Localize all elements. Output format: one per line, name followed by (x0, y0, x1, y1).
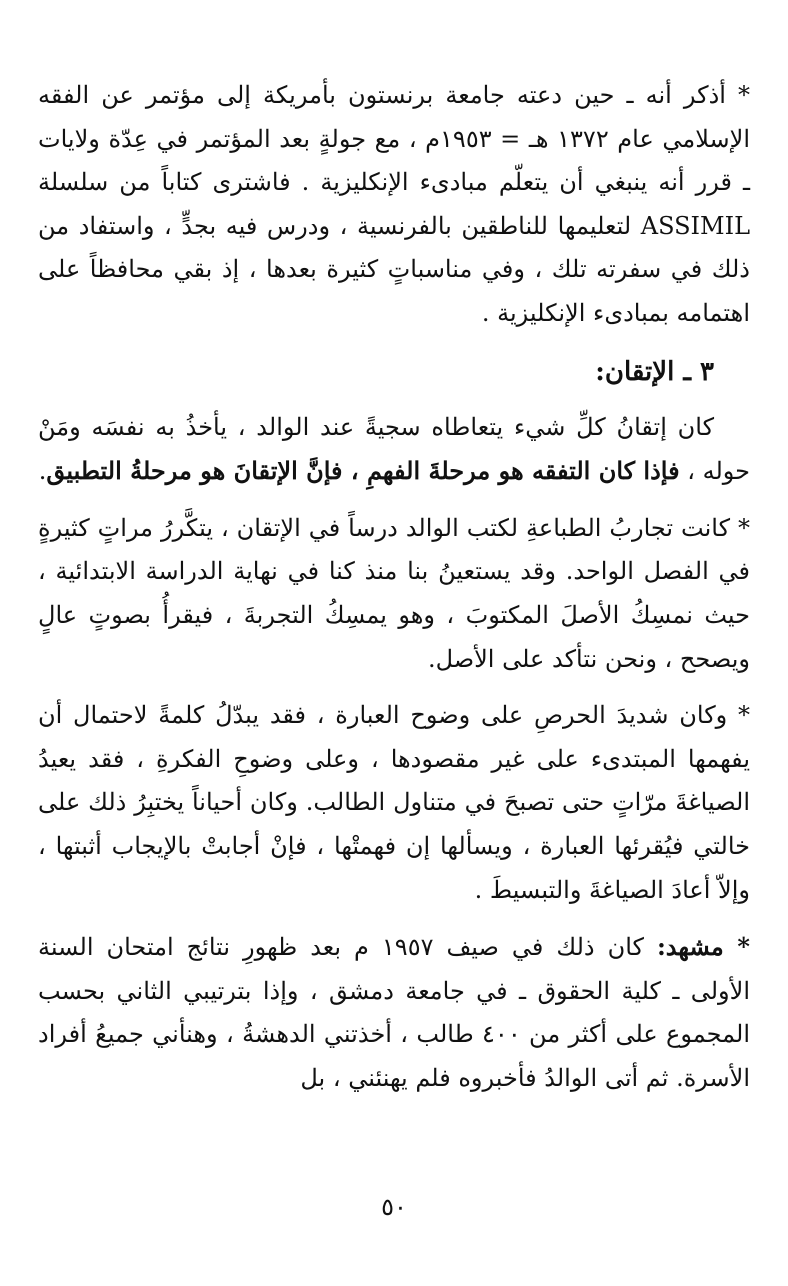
paragraph-itqan-intro-bold: فإذا كان التفقه هو مرحلةَ الفهمِ ، فإنَّ الإتقانَ هو مرحلةُ التطبيق (46, 456, 680, 486)
paragraph-english-study: * أذكر أنه ـ حين دعته جامعة برنستون بأمريكة إلى مؤتمر عن الفقه الإسلامي عام ١٣٧٢ هـ = ١٩٥٣م ، مع جولةٍ بعد المؤتمر في عِدّة ولايات ـ قرر أنه ينبغي أن يتعلّم مبادىء الإنكليزية . فاشترى كتاباً من سلسلة ASSIMIL لتعليمها للناطقين بالفرنسية ، ودرس فيه بجدٍّ ، واستفاد من ذلك في سفرته تلك ، وفي مناسباتٍ كثيرة بعدها ، إذ بقي محافظاً على اهتمامه بمبادىء الإنكليزية . (38, 81, 750, 327)
paragraph-scene (38, 925, 750, 1100)
paragraph-printing-trials: * كانت تجاربُ الطباعةِ لكتب الوالد درساً في الإتقان ، يتكَّررُ مراتٍ كثيرةٍ في الفصل الواحد. وقد يستعينُ بنا منذ كنا في نهاية الدراسة الابتدائية ، حيث نمسِكُ الأصلَ المكتوبَ ، وهو يمسِكُ التجربةَ ، فيقرأُ بصوتٍ عالٍ ويصحح ، ونحن نتأكد على الأصل. (38, 513, 750, 673)
paragraph-scene-label: * مشهد: (656, 932, 750, 962)
paragraph-clarity: * وكان شديدَ الحرصِ على وضوح العبارة ، فقد يبدّلُ كلمةً لاحتمال أن يفهمها المبتدىء على غير مقصودها ، وعلى وضوحِ الفكرةِ ، فقد يعيدُ الصياغةَ مرّاتٍ حتى تصبحَ في متناول الطالب. وكان أحياناً يختبِرُ ذلك على خالتي فيُقرئها العبارة ، ويسألها إن فهمتْها ، فإنْ أجابتْ بالإيجاب أثبتها ، وإلاّ أعادَ الصياغةَ والتبسيطَ . (38, 701, 751, 904)
page-body (38, 74, 750, 1100)
page-number: ٥٠ (381, 1193, 407, 1221)
paragraph-itqan-intro-end: . (38, 457, 47, 486)
paragraph-scene-text: كان ذلك في صيف ١٩٥٧ م بعد ظهورِ نتائج امتحان السنة الأولى ـ كلية الحقوق ـ في جامعة دمشق ، وإذا بترتيبي الثاني بحسب المجموع على أكثر من ٤٠٠ طالب ، أخذتني الدهشةُ ، وهنأني جميعُ أفراد الأسرة. ثم أتى الوالدُ فأخبروه فلم يهنئني ، بل (38, 933, 750, 1092)
paragraph-itqan-intro (38, 406, 750, 494)
paragraph-itqan-intro-text: كان إتقانُ كلِّ شيء يتعاطاه سجيةً عند الوالد ، يأخذُ به نفسَه ومَنْ حوله ، (38, 412, 750, 486)
section-heading-itqan: ٣ ـ الإتقان: (595, 356, 714, 387)
